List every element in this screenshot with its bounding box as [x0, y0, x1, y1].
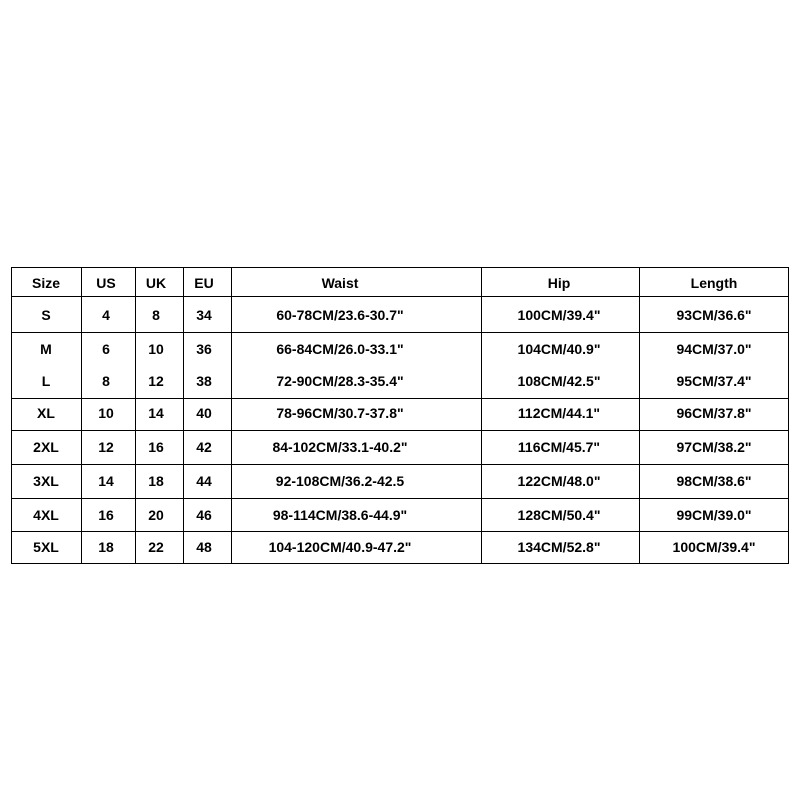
- cell-us: 4: [102, 307, 110, 323]
- cell-eu: 40: [196, 405, 212, 421]
- cell-size: 3XL: [33, 473, 59, 489]
- cell-us: 18: [98, 539, 114, 555]
- cell-us: 8: [102, 373, 110, 389]
- cell-uk: 18: [148, 473, 164, 489]
- header-length: Length: [690, 275, 738, 291]
- header-eu: EU: [194, 275, 214, 291]
- cell-uk: 8: [152, 307, 160, 323]
- cell-size: 2XL: [33, 439, 59, 455]
- cell-length: 95CM/37.4": [676, 373, 752, 389]
- cell-uk: 12: [148, 373, 164, 389]
- cell-us: 12: [98, 439, 114, 455]
- cell-uk: 14: [148, 405, 164, 421]
- header-uk: UK: [145, 275, 167, 291]
- cell-length: 98CM/38.6": [676, 473, 752, 489]
- cell-waist: 60-78CM/23.6-30.7": [276, 307, 404, 323]
- cell-waist: 84-102CM/33.1-40.2": [272, 439, 408, 455]
- cell-length: 96CM/37.8": [676, 405, 752, 421]
- table-row-rule: [11, 498, 789, 499]
- size-chart-table: [11, 267, 789, 564]
- cell-waist: 92-108CM/36.2-42.5: [275, 473, 405, 489]
- cell-length: 100CM/39.4": [672, 539, 756, 555]
- cell-size: S: [41, 307, 51, 323]
- cell-eu: 44: [196, 473, 212, 489]
- cell-uk: 16: [148, 439, 164, 455]
- header-hip: Hip: [547, 275, 571, 291]
- cell-eu: 38: [196, 373, 212, 389]
- cell-length: 97CM/38.2": [676, 439, 752, 455]
- cell-hip: 128CM/50.4": [517, 507, 601, 523]
- header-size: Size: [31, 275, 60, 291]
- cell-hip: 112CM/44.1": [517, 405, 601, 421]
- cell-uk: 20: [148, 507, 164, 523]
- table-row-rule: [11, 332, 789, 333]
- cell-waist: 66-84CM/26.0-33.1": [276, 341, 404, 357]
- cell-size: L: [41, 373, 51, 389]
- cell-waist: 72-90CM/28.3-35.4": [276, 373, 404, 389]
- cell-hip: 104CM/40.9": [517, 341, 601, 357]
- table-row-rule: [11, 563, 789, 564]
- cell-uk: 22: [148, 539, 164, 555]
- cell-size: 5XL: [33, 539, 59, 555]
- cell-waist: 98-114CM/38.6-44.9": [272, 507, 408, 523]
- cell-size: 4XL: [33, 507, 59, 523]
- cell-eu: 36: [196, 341, 212, 357]
- header-waist: Waist: [321, 275, 359, 291]
- cell-hip: 108CM/42.5": [517, 373, 601, 389]
- cell-hip: 100CM/39.4": [517, 307, 601, 323]
- cell-size: XL: [37, 405, 55, 421]
- cell-length: 93CM/36.6": [676, 307, 752, 323]
- cell-length: 99CM/39.0": [676, 507, 752, 523]
- cell-us: 14: [98, 473, 114, 489]
- cell-hip: 116CM/45.7": [517, 439, 601, 455]
- header-us: US: [96, 275, 116, 291]
- cell-waist: 104-120CM/40.9-47.2": [268, 539, 412, 555]
- table-row-rule: [11, 430, 789, 431]
- cell-uk: 10: [148, 341, 164, 357]
- cell-eu: 42: [196, 439, 212, 455]
- cell-hip: 134CM/52.8": [517, 539, 601, 555]
- cell-us: 16: [98, 507, 114, 523]
- cell-eu: 48: [196, 539, 212, 555]
- cell-eu: 46: [196, 507, 212, 523]
- table-row-rule: [11, 464, 789, 465]
- cell-us: 10: [98, 405, 114, 421]
- cell-us: 6: [102, 341, 110, 357]
- cell-hip: 122CM/48.0": [517, 473, 601, 489]
- cell-length: 94CM/37.0": [676, 341, 752, 357]
- cell-size: M: [40, 341, 52, 357]
- cell-waist: 78-96CM/30.7-37.8": [276, 405, 404, 421]
- cell-eu: 34: [196, 307, 212, 323]
